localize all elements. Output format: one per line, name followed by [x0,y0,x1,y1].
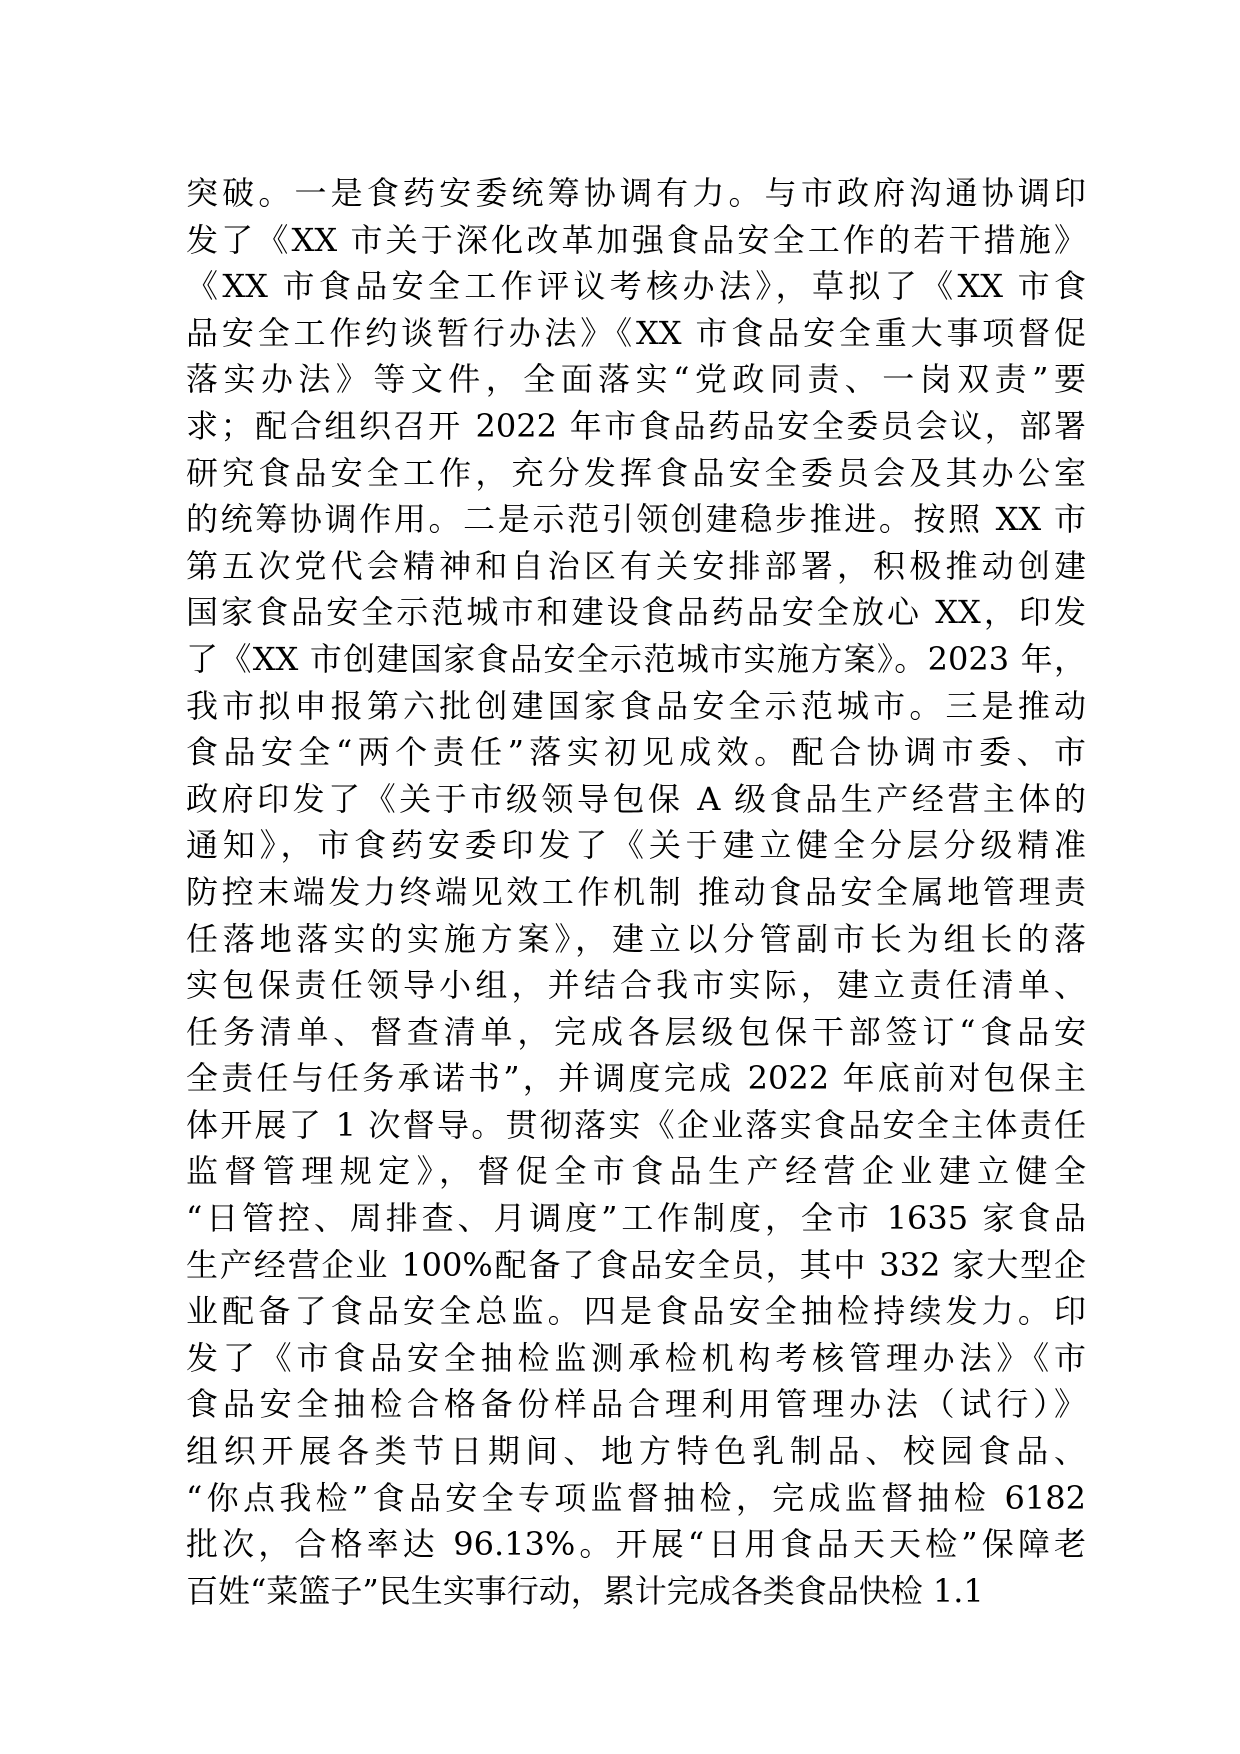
text-line: 全责任与任务承诺书”，并调度完成 2022 年底前对包保主 [186,1059,1086,1098]
text-line: 通知》，市食药安委印发了《关于建立健全分层分级精准 [186,826,1086,865]
text-line: 任务清单、督查清单，完成各层级包保干部签订“食品安 [186,1012,1086,1051]
text-line: 发了《市食品安全抽检监测承检机构考核管理办法》《市 [186,1338,1086,1377]
text-line: 防控末端发力终端见效工作机制 推动食品安全属地管理责 [186,872,1086,911]
text-line: 品安全工作约谈暂行办法》《XX 市食品安全重大事项督促 [186,313,1086,352]
text-line: 业配备了食品安全总监。四是食品安全抽检持续发力。印 [186,1292,1086,1331]
text-line: 了《XX 市创建国家食品安全示范城市实施方案》。2023 年， [186,639,1086,678]
text-line: 突破。一是食药安委统筹协调有力。与市政府沟通协调印 [186,174,1086,212]
text-line: 发了《XX 市关于深化改革加强食品安全工作的若干措施》 [186,220,1086,259]
text-line: 组织开展各类节日期间、地方特色乳制品、校园食品、 [186,1432,1086,1471]
text-line: 政府印发了《关于市级领导包保 A 级食品生产经营主体的 [186,779,1086,818]
text-line: “你点我检”食品安全专项监督抽检，完成监督抽检 6182 [186,1478,1086,1517]
text-line: 国家食品安全示范城市和建设食品药品安全放心 XX，印发 [186,593,1086,632]
body-text [186,170,1086,1614]
text-line: 食品安全“两个责任”落实初见成效。配合协调市委、市 [186,733,1086,772]
text-line: 求；配合组织召开 2022 年市食品药品安全委员会议，部署 [186,406,1086,445]
text-line: 《XX 市食品安全工作评议考核办法》，草拟了《XX 市食 [186,267,1086,306]
text-line: 体开展了 1 次督导。贯彻落实《企业落实食品安全主体责任 [186,1105,1086,1144]
text-line: 食品安全抽检合格备份样品合理利用管理办法（试行）》 [186,1385,1086,1424]
text-line: 我市拟申报第六批创建国家食品安全示范城市。三是推动 [186,686,1086,725]
text-line: 任落地落实的实施方案》，建立以分管副市长为组长的落 [186,919,1086,958]
text-line: “日管控、周排查、月调度”工作制度，全市 1635 家食品 [186,1199,1086,1238]
text-line: 实包保责任领导小组，并结合我市实际，建立责任清单、 [186,966,1086,1005]
text-line: 监督管理规定》，督促全市食品生产经营企业建立健全 [186,1152,1086,1191]
text-line: 第五次党代会精神和自治区有关安排部署，积极推动创建 [186,546,1086,585]
text-line: 研究食品安全工作，充分发挥食品安全委员会及其办公室 [186,453,1086,492]
text-line: 百姓“菜篮子”民生实事行动，累计完成各类食品快检 1.1 [186,1571,984,1610]
text-line: 的统筹协调作用。二是示范引领创建稳步推进。按照 XX 市 [186,500,1086,539]
text-line: 生产经营企业 100%配备了食品安全员，其中 332 家大型企 [186,1245,1086,1284]
text-line: 批次，合格率达 96.13%。开展“日用食品天天检”保障老 [186,1525,1086,1564]
text-line: 落实办法》等文件，全面落实“党政同责、一岗双责”要 [186,360,1086,399]
